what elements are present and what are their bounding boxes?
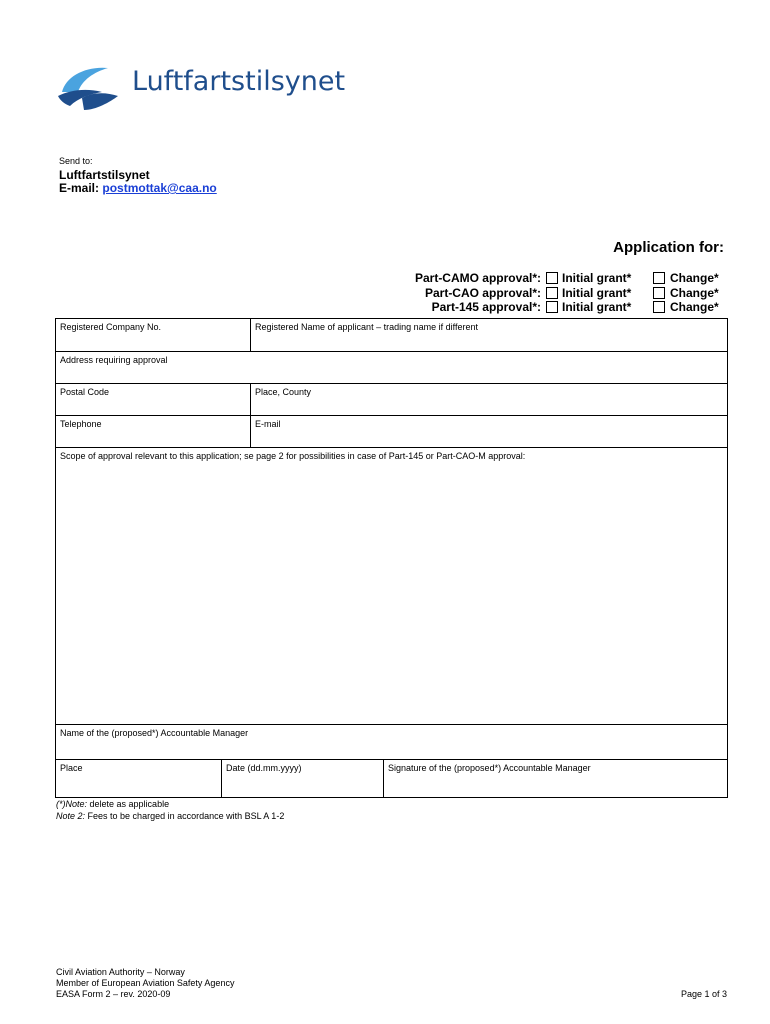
scope-field[interactable] bbox=[55, 447, 728, 725]
approval-label: Part-CAMO approval*: bbox=[414, 271, 541, 285]
initial-grant-checkbox[interactable] bbox=[546, 272, 558, 284]
registered-name-field[interactable] bbox=[250, 318, 728, 352]
footer bbox=[56, 967, 234, 1000]
accountable-manager-label: Name of the (proposed*) Accountable Manager bbox=[60, 728, 249, 738]
approval-options bbox=[300, 271, 724, 315]
place-field[interactable] bbox=[55, 759, 222, 798]
telephone-field[interactable] bbox=[55, 415, 251, 448]
note-2-text: Fees to be charged in accordance with BSL A 1-2 bbox=[85, 811, 285, 821]
approval-label: Part-CAO approval*: bbox=[424, 285, 541, 300]
logo bbox=[56, 62, 356, 114]
scope-label: Scope of approval relevant to this application; se page 2 for possibilities in case of Part-145 or Part-CAO-M approval: bbox=[60, 451, 526, 461]
change-checkbox[interactable] bbox=[653, 301, 665, 313]
initial-grant-checkbox[interactable] bbox=[546, 287, 558, 299]
approval-row-145 bbox=[300, 300, 724, 315]
postal-code-field[interactable] bbox=[55, 383, 251, 416]
address-label: Address requiring approval bbox=[60, 355, 168, 365]
initial-grant-label: Initial grant* bbox=[562, 285, 632, 300]
email-label: E-mail: bbox=[59, 181, 100, 195]
registered-name-label: Registered Name of applicant – trading name if different bbox=[255, 322, 478, 332]
place-label: Place bbox=[60, 763, 83, 773]
approval-row-camo bbox=[300, 271, 724, 286]
note-2-prefix: Note 2: bbox=[56, 811, 86, 821]
page-number: Page 1 of 3 bbox=[680, 989, 727, 999]
organization-email bbox=[59, 181, 217, 195]
email-field-label: E-mail bbox=[255, 419, 281, 429]
change-label: Change* bbox=[670, 271, 719, 285]
email-link[interactable]: postmottak@caa.no bbox=[102, 181, 217, 195]
send-to-label: Send to: bbox=[59, 156, 93, 166]
change-checkbox[interactable] bbox=[653, 272, 665, 284]
notes bbox=[56, 798, 284, 822]
company-no-field[interactable] bbox=[55, 318, 251, 352]
note-2 bbox=[56, 810, 284, 822]
accountable-manager-field[interactable] bbox=[55, 724, 728, 760]
initial-grant-label: Initial grant* bbox=[562, 300, 632, 314]
application-form bbox=[55, 318, 728, 798]
place-county-field[interactable] bbox=[250, 383, 728, 416]
address-field[interactable] bbox=[55, 351, 728, 384]
date-field[interactable] bbox=[221, 759, 384, 798]
signature-label: Signature of the (proposed*) Accountable Manager bbox=[388, 763, 591, 773]
logo-wordmark: Luftfartstilsynet bbox=[132, 66, 346, 97]
logo-emblem-icon bbox=[56, 62, 126, 114]
email-field[interactable] bbox=[250, 415, 728, 448]
telephone-label: Telephone bbox=[60, 419, 102, 429]
date-label: Date (dd.mm.yyyy) bbox=[226, 763, 302, 773]
approval-row-cao bbox=[300, 286, 724, 301]
note-1 bbox=[56, 798, 284, 810]
change-label: Change* bbox=[670, 285, 719, 300]
company-no-label: Registered Company No. bbox=[60, 322, 162, 332]
signature-field[interactable] bbox=[383, 759, 728, 798]
approval-label: Part-145 approval*: bbox=[431, 300, 541, 314]
footer-line-2: Member of European Aviation Safety Agency bbox=[56, 978, 235, 988]
note-1-prefix: (*)Note: bbox=[56, 799, 88, 809]
change-checkbox[interactable] bbox=[653, 287, 665, 299]
organization-name: Luftfartstilsynet bbox=[59, 168, 150, 182]
place-county-label: Place, County bbox=[255, 387, 312, 397]
footer-line-1: Civil Aviation Authority – Norway bbox=[56, 967, 185, 977]
initial-grant-label: Initial grant* bbox=[562, 271, 632, 285]
change-label: Change* bbox=[670, 300, 719, 314]
note-1-text: delete as applicable bbox=[87, 799, 170, 809]
initial-grant-checkbox[interactable] bbox=[546, 301, 558, 313]
footer-line-3: EASA Form 2 – rev. 2020-09 bbox=[56, 989, 171, 999]
application-title: Application for: bbox=[613, 239, 724, 256]
postal-code-label: Postal Code bbox=[60, 387, 110, 397]
